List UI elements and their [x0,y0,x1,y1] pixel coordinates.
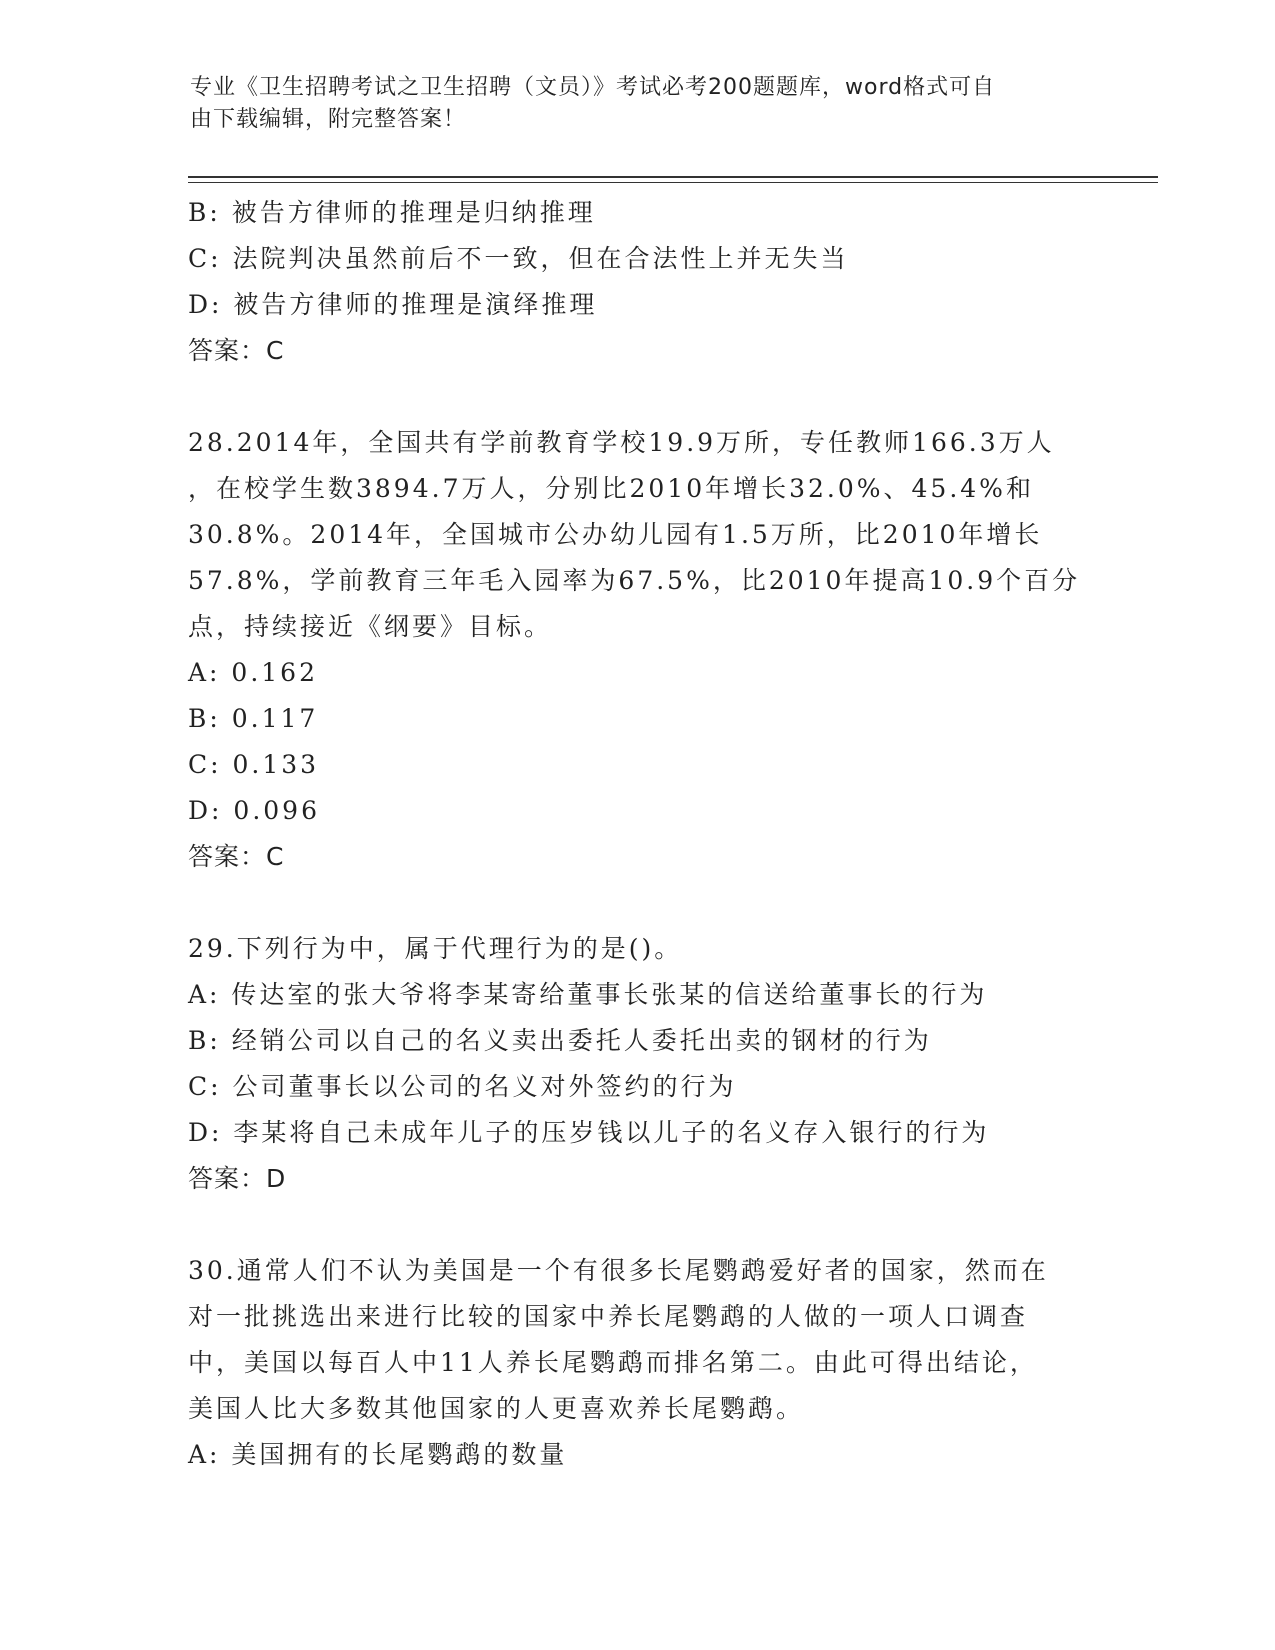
header-line-1: 专业《卫生招聘考试之卫生招聘（文员）》考试必考200题题库，word格式可自 [190,75,996,100]
option-d: D: 被告方律师的推理是演绎推理 [188,290,598,319]
question-27 [188,190,1088,374]
question-30 [188,1248,1088,1478]
question-28 [188,420,1088,880]
question-stem-line: 30.通常人们不认为美国是一个有很多长尾鹦鹉爱好者的国家，然而在 [188,1256,1049,1285]
option-b: B: 0.117 [188,704,319,733]
option-d: D: 0.096 [188,796,320,825]
option-a: A: 0.162 [188,658,318,687]
option-a: A: 美国拥有的长尾鹦鹉的数量 [188,1440,568,1469]
option-a: A: 传达室的张大爷将李某寄给董事长张某的信送给董事长的行为 [188,980,988,1009]
answer: 答案：D [188,1164,287,1193]
question-stem-line: 中，美国以每百人中11人养长尾鹦鹉而排名第二。由此可得出结论， [188,1348,1038,1377]
answer: 答案：C [188,336,285,365]
question-stem-line: 美国人比大多数其他国家的人更喜欢养长尾鹦鹉。 [188,1394,805,1423]
header-divider [188,176,1158,183]
option-c: C: 0.133 [188,750,320,779]
option-d: D: 李某将自己未成年儿子的压岁钱以儿子的名义存入银行的行为 [188,1118,990,1147]
question-stem-line: 点，持续接近《纲要》目标。 [188,612,553,641]
document-header [190,72,1090,136]
question-stem-line: 28.2014年，全国共有学前教育学校19.9万所，专任教师166.3万人 [188,428,1055,457]
option-b: B: 经销公司以自己的名义卖出委托人委托出卖的钢材的行为 [188,1026,932,1055]
spacer [188,880,1088,926]
option-c: C: 公司董事长以公司的名义对外签约的行为 [188,1072,737,1101]
question-stem-line: 57.8%，学前教育三年毛入园率为67.5%，比2010年提高10.9个百分 [188,566,1081,595]
option-b: B: 被告方律师的推理是归纳推理 [188,198,596,227]
spacer [188,1202,1088,1248]
question-stem-line: ，在校学生数3894.7万人，分别比2010年增长32.0%、45.4%和 [188,474,1034,503]
document-body [188,190,1088,1478]
question-stem-line: 30.8%。2014年，全国城市公办幼儿园有1.5万所，比2010年增长 [188,520,1043,549]
question-29 [188,926,1088,1202]
question-stem-line: 对一批挑选出来进行比较的国家中养长尾鹦鹉的人做的一项人口调查 [188,1302,1029,1331]
question-stem: 29.下列行为中，属于代理行为的是()。 [188,934,683,963]
spacer [188,374,1088,420]
option-c: C: 法院判决虽然前后不一致，但在合法性上并无失当 [188,244,849,273]
answer: 答案：C [188,842,285,871]
header-line-2: 由下载编辑，附完整答案！ [190,107,467,132]
